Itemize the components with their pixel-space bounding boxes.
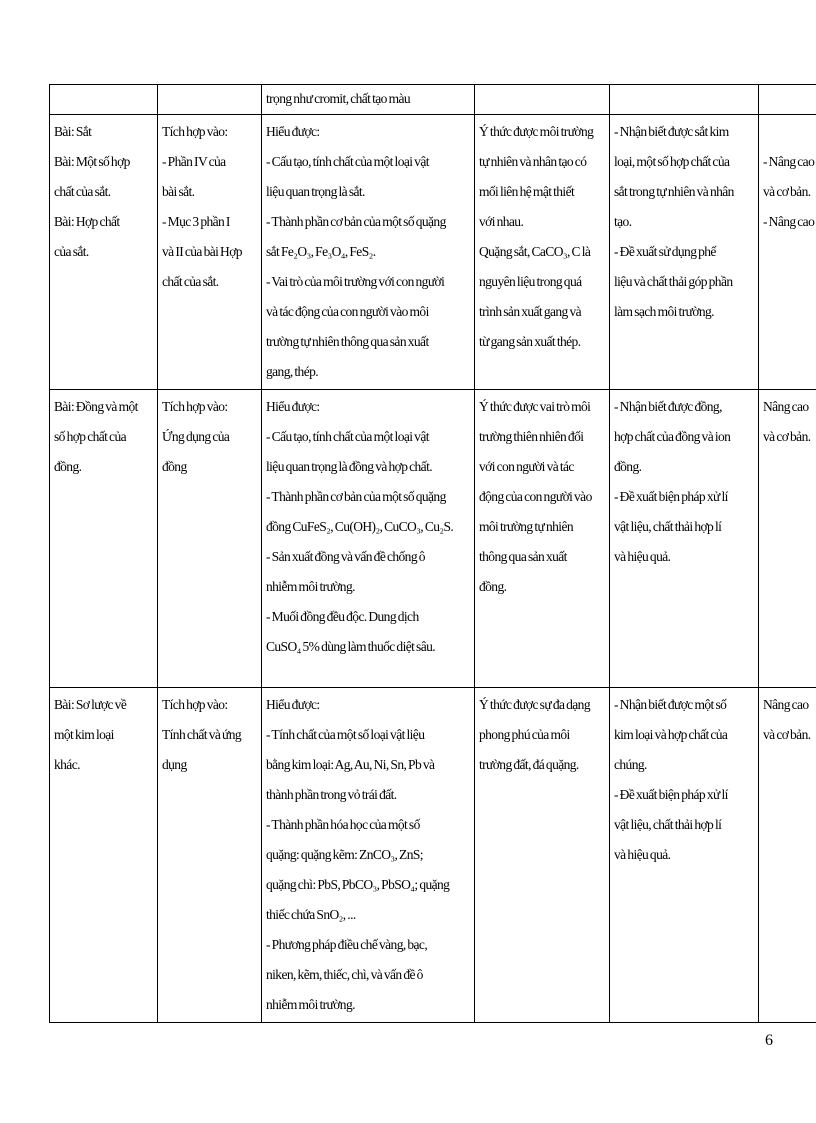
cell-line: trình sản xuất gang và [479,304,582,319]
table-row [50,85,816,115]
cell-line: nhiễm môi trường. [266,997,355,1012]
cell-line: hợp chất của đồng và ion [614,429,731,444]
cell-line: của sắt. [54,244,89,259]
skills-cell [610,688,759,1023]
table-row [50,115,816,390]
cell-line: Hiểu được: [266,399,320,414]
cell-line: Tính chất và ứng [162,727,242,742]
cell-line: và cơ bản. [763,727,811,742]
cell-line: một kim loại [54,727,114,742]
cell-line: - Nhận biết được đồng, [614,399,722,414]
cell-line: Bài: Đồng và một [54,399,138,414]
cell-line: - Tính chất của một số loại vật liệu [266,727,425,742]
cell-line: Bài: Sơ lược về [54,697,127,712]
level-cell [759,688,816,1023]
cell-line: kim loại và hợp chất của [614,727,728,742]
lesson-table [49,84,816,1023]
cell-line: liệu quan trọng là đồng và hợp chất. [266,459,432,474]
cell-line: - Đề xuất biện pháp xử lí [614,489,728,504]
cell-line: làm sạch môi trường. [614,304,714,319]
cell-line: - Cấu tạo, tính chất của một loại vật [266,154,429,169]
cell-line: vật liệu, chất thải hợp lí [614,519,722,534]
cell-line: Hiểu được: [266,124,320,139]
level-cell [759,85,816,115]
cell-line: - Sản xuất đồng và vấn đề chống ô [266,549,425,564]
cell-line: CuSO₄ 5% dùng làm thuốc diệt sâu. [266,639,436,654]
cell-line: - Nâng cao [763,154,815,169]
cell-line: Tích hợp vào: [162,399,228,414]
cell-line: đồng [162,459,187,474]
cell-line: đồng CuFeS₂, Cu(OH)₂, CuCO₃, Cu₂S. [266,519,454,534]
skills-cell [610,115,759,390]
cell-line: và hiệu quả. [614,549,671,564]
cell-line: từ gang sản xuất thép. [479,334,581,349]
cell-line: môi trường tự nhiên [479,519,573,534]
cell-line: Ý thức được sự đa dạng [479,697,590,712]
skills-cell [610,85,759,115]
cell-line: liệu quan trọng là sắt. [266,184,365,199]
cell-line: số hợp chất của [54,429,126,444]
skills-cell [610,390,759,688]
awareness-cell [475,85,610,115]
cell-line: Ý thức được vai trò môi [479,399,591,414]
cell-line: với nhau. [479,214,524,229]
integration-cell [158,390,262,688]
cell-line: - Nhận biết được một số [614,697,727,712]
cell-line: nhiễm môi trường. [266,579,355,594]
cell-line: - Mục 3 phần I [162,214,230,229]
cell-line: quặng chì: PbS, PbCO₃, PbSO₄; quặng [266,877,450,892]
cell-line: vật liệu, chất thải hợp lí [614,817,722,832]
knowledge-cell [262,688,475,1023]
cell-line [763,117,816,147]
cell-line: - Vai trò của môi trường với con người [266,274,445,289]
cell-line: - Muối đồng đều độc. Dung dịch [266,609,419,624]
cell-line: tự nhiên và nhân tạo có [479,154,587,169]
cell-line: thành phần trong vỏ trái đất. [266,787,397,802]
cell-line: và II của bài Hợp [162,244,242,259]
cell-line: Bài: Hợp chất [54,214,120,229]
cell-line: và tác động của con người vào môi [266,304,429,319]
lesson-cell [50,85,158,115]
cell-line: trường đất, đá quặng. [479,757,579,772]
cell-line: động của con người vào [479,489,592,504]
cell-line: trường thiên nhiên đối [479,429,584,444]
cell-line: tạo. [614,214,632,229]
cell-line: Quặng sắt, CaCO₃, C là [479,244,591,259]
cell-line: - Cấu tạo, tính chất của một loại vật [266,429,429,444]
cell-line: - Nâng cao [763,214,815,229]
cell-line: - Đề xuất biện pháp xử lí [614,787,728,802]
cell-line: đồng. [614,459,642,474]
cell-line: gang, thép. [266,364,319,379]
cell-line: niken, kẽm, thiếc, chì, và vấn đề ô [266,967,423,982]
awareness-cell [475,688,610,1023]
integration-cell [158,85,262,115]
cell-line: - Thành phần cơ bản của một số quặng [266,489,446,504]
cell-line: bài sắt. [162,184,195,199]
cell-line: mối liên hệ mật thiết [479,184,575,199]
lesson-cell [50,688,158,1023]
cell-line: - Thành phần hóa học của một số [266,817,420,832]
cell-line: dụng [162,757,187,772]
integration-cell [158,115,262,390]
level-cell [759,115,816,390]
awareness-cell [475,390,610,688]
cell-line: chất của sắt. [162,274,219,289]
cell-line: và cơ bản. [763,429,811,444]
cell-line: đồng. [54,459,82,474]
cell-line: Nâng cao [763,697,809,712]
cell-line: và cơ bản. [763,184,811,199]
cell-line: Ý thức được môi trường [479,124,594,139]
knowledge-cell [262,85,475,115]
lesson-cell [50,115,158,390]
cell-line: và hiệu quả. [614,847,671,862]
cell-line: trường tự nhiên thông qua sản xuất [266,334,429,349]
cell-line: sắt Fe₂O₃, Fe₃O₄, FeS₂. [266,244,376,259]
cell-line: Hiểu được: [266,697,320,712]
cell-line: thông qua sản xuất [479,549,567,564]
cell-line: với con người và tác [479,459,574,474]
cell-line: chất của sắt. [54,184,111,199]
cell-line: liệu và chất thải góp phần [614,274,733,289]
cell-line: trọng như cromit, chất tạo màu [266,91,411,106]
level-cell [759,390,816,688]
knowledge-cell [262,390,475,688]
cell-line: thiếc chứa SnO₂, ... [266,907,356,922]
table-row [50,688,816,1023]
cell-line: nguyên liệu trong quá [479,274,582,289]
cell-line: - Đề xuất sử dụng phế [614,244,716,259]
table-row [50,390,816,688]
cell-line: - Phần IV của [162,154,226,169]
cell-line: Tích hợp vào: [162,697,228,712]
cell-line: đồng. [479,579,507,594]
cell-line: bằng kim loại: Ag, Au, Ni, Sn, Pb và [266,757,435,772]
cell-line: chúng. [614,757,647,772]
cell-line: quặng: quặng kẽm: ZnCO₃, ZnS; [266,847,423,862]
page-number: 6 [765,1032,773,1049]
awareness-cell [475,115,610,390]
cell-line: - Thành phần cơ bản của một số quặng [266,214,446,229]
cell-line: Tích hợp vào: [162,124,228,139]
cell-line: Ứng dụng của [162,429,230,444]
cell-line: Bài: Một số hợp [54,154,130,169]
lesson-cell [50,390,158,688]
cell-line: loại, một số hợp chất của [614,154,730,169]
cell-line: phong phú của môi [479,727,570,742]
cell-line: sắt trong tự nhiên và nhân [614,184,734,199]
cell-line: - Nhận biết được sắt kim [614,124,729,139]
cell-line: khác. [54,757,80,772]
cell-line: - Phương pháp điều chế vàng, bạc, [266,937,428,952]
knowledge-cell [262,115,475,390]
cell-line: Bài: Sắt [54,124,92,139]
cell-line: Nâng cao [763,399,809,414]
integration-cell [158,688,262,1023]
